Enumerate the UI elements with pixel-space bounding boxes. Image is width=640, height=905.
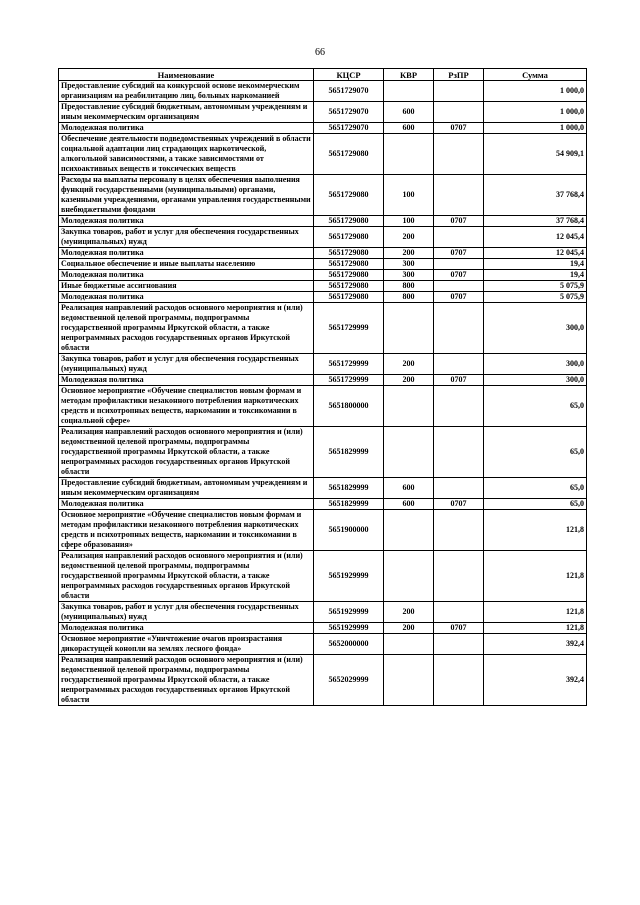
- row-rzpr: [434, 510, 484, 551]
- row-kvr: 800: [384, 292, 434, 303]
- row-rzpr: [434, 602, 484, 623]
- row-kcsr: 5651800000: [314, 386, 384, 427]
- row-name: Реализация направлений расходов основного мероприятия и (или) ведомственной целевой программы, подпрограммы государственной программы Иркутской области, а также непрограммных расходов государственных органов Иркутской области: [59, 551, 314, 602]
- table-row: [59, 510, 587, 551]
- row-kvr: [384, 427, 434, 478]
- table-row: [59, 354, 587, 375]
- row-rzpr: 0707: [434, 270, 484, 281]
- row-name: Молодежная политика: [59, 623, 314, 634]
- row-kvr: [384, 134, 434, 175]
- row-kcsr: 5651729999: [314, 303, 384, 354]
- row-sum: 300,0: [484, 303, 587, 354]
- row-rzpr: [434, 259, 484, 270]
- row-kcsr: 5651729080: [314, 281, 384, 292]
- row-kvr: 200: [384, 227, 434, 248]
- row-rzpr: [434, 227, 484, 248]
- row-kcsr: 5652029999: [314, 655, 384, 706]
- row-name: Молодежная политика: [59, 216, 314, 227]
- row-kvr: 600: [384, 499, 434, 510]
- table-row: [59, 303, 587, 354]
- row-kvr: [384, 510, 434, 551]
- row-kcsr: 5651729999: [314, 354, 384, 375]
- row-rzpr: [434, 551, 484, 602]
- header-kcsr: КЦСР: [314, 69, 384, 81]
- row-sum: 54 909,1: [484, 134, 587, 175]
- row-sum: 12 045,4: [484, 227, 587, 248]
- row-rzpr: [434, 478, 484, 499]
- row-sum: 19,4: [484, 259, 587, 270]
- row-kvr: 100: [384, 175, 434, 216]
- table-body: [59, 81, 587, 706]
- table-row: [59, 655, 587, 706]
- table-row: [59, 134, 587, 175]
- row-name: Предоставление субсидий бюджетным, автономным учреждениям и иным некоммерческим организациям: [59, 478, 314, 499]
- row-kcsr: 5651829999: [314, 478, 384, 499]
- row-rzpr: 0707: [434, 292, 484, 303]
- page-number: 66: [315, 47, 325, 58]
- row-name: Реализация направлений расходов основного мероприятия и (или) ведомственной целевой программы, подпрограммы государственной программы Иркутской области, а также непрограммных расходов государственных органов Иркутской области: [59, 655, 314, 706]
- row-name: Молодежная политика: [59, 499, 314, 510]
- row-sum: 121,8: [484, 551, 587, 602]
- table-row: [59, 386, 587, 427]
- row-rzpr: [434, 634, 484, 655]
- row-kvr: 200: [384, 623, 434, 634]
- row-rzpr: [434, 281, 484, 292]
- row-sum: 300,0: [484, 354, 587, 375]
- row-kcsr: 5651729080: [314, 292, 384, 303]
- row-rzpr: [434, 427, 484, 478]
- row-name: Закупка товаров, работ и услуг для обеспечения государственных (муниципальных) нужд: [59, 602, 314, 623]
- row-kcsr: 5651729070: [314, 81, 384, 102]
- row-kcsr: 5651729070: [314, 123, 384, 134]
- table-row: [59, 102, 587, 123]
- row-name: Социальное обеспечение и иные выплаты населению: [59, 259, 314, 270]
- table-row: [59, 375, 587, 386]
- row-kcsr: 5651729080: [314, 270, 384, 281]
- table-row: [59, 281, 587, 292]
- table-row: [59, 216, 587, 227]
- row-kcsr: 5651729080: [314, 248, 384, 259]
- table-row: [59, 123, 587, 134]
- row-name: Обеспечение деятельности подведомственных учреждений в области социальной адаптации лиц страдающих наркотической, алкогольной зависимостями, а также зависимостями от психоактивных веществ и токсических веществ: [59, 134, 314, 175]
- row-sum: 37 768,4: [484, 216, 587, 227]
- row-sum: 121,8: [484, 623, 587, 634]
- row-kcsr: 5652000000: [314, 634, 384, 655]
- row-kcsr: 5651829999: [314, 499, 384, 510]
- row-name: Расходы на выплаты персоналу в целях обеспечения выполнения функций государственными (муниципальными) органами, казенными учреждениями, органами управления государственными внебюджетными фондами: [59, 175, 314, 216]
- row-name: Предоставление субсидий на конкурсной основе некоммерческим организациям на реабилитацию лиц, больных наркоманией: [59, 81, 314, 102]
- row-rzpr: [434, 354, 484, 375]
- row-rzpr: 0707: [434, 123, 484, 134]
- header-name: Наименование: [59, 69, 314, 81]
- row-rzpr: 0707: [434, 499, 484, 510]
- row-kcsr: 5651729080: [314, 227, 384, 248]
- row-kcsr: 5651729999: [314, 375, 384, 386]
- row-name: Закупка товаров, работ и услуг для обеспечения государственных (муниципальных) нужд: [59, 227, 314, 248]
- row-sum: 5 075,9: [484, 281, 587, 292]
- table-row: [59, 602, 587, 623]
- row-kvr: [384, 386, 434, 427]
- row-rzpr: [434, 134, 484, 175]
- table-row: [59, 478, 587, 499]
- row-kcsr: 5651729080: [314, 259, 384, 270]
- row-kcsr: 5651729080: [314, 216, 384, 227]
- row-kvr: 200: [384, 354, 434, 375]
- row-name: Иные бюджетные ассигнования: [59, 281, 314, 292]
- table-row: [59, 499, 587, 510]
- row-kvr: 200: [384, 248, 434, 259]
- row-sum: 1 000,0: [484, 123, 587, 134]
- row-kvr: 800: [384, 281, 434, 292]
- row-sum: 12 045,4: [484, 248, 587, 259]
- row-kcsr: 5651729080: [314, 134, 384, 175]
- row-kvr: 600: [384, 478, 434, 499]
- row-sum: 65,0: [484, 478, 587, 499]
- row-name: Закупка товаров, работ и услуг для обеспечения государственных (муниципальных) нужд: [59, 354, 314, 375]
- row-kvr: [384, 303, 434, 354]
- row-name: Молодежная политика: [59, 375, 314, 386]
- table-row: [59, 427, 587, 478]
- row-name: Молодежная политика: [59, 270, 314, 281]
- row-name: Реализация направлений расходов основного мероприятия и (или) ведомственной целевой программы, подпрограммы государственной программы Иркутской области, а также непрограммных расходов государственных органов Иркутской области: [59, 427, 314, 478]
- row-kvr: [384, 634, 434, 655]
- table-row: [59, 175, 587, 216]
- table-row: [59, 259, 587, 270]
- row-kcsr: 5651900000: [314, 510, 384, 551]
- row-sum: 1 000,0: [484, 81, 587, 102]
- row-rzpr: 0707: [434, 216, 484, 227]
- row-rzpr: [434, 303, 484, 354]
- table-row: [59, 248, 587, 259]
- row-name: Предоставление субсидий бюджетным, автономным учреждениям и иным некоммерческим организациям: [59, 102, 314, 123]
- row-kvr: 100: [384, 216, 434, 227]
- row-sum: 19,4: [484, 270, 587, 281]
- row-rzpr: [434, 102, 484, 123]
- row-kvr: 200: [384, 602, 434, 623]
- row-name: Основное мероприятие «Обучение специалистов новым формам и методам профилактики незаконного потребления наркотических средств и психотропных веществ, наркомании и токсикомании в сфере образования»: [59, 510, 314, 551]
- row-rzpr: [434, 655, 484, 706]
- row-kcsr: 5651929999: [314, 623, 384, 634]
- row-kvr: 300: [384, 259, 434, 270]
- row-name: Молодежная политика: [59, 248, 314, 259]
- row-kvr: 300: [384, 270, 434, 281]
- table-row: [59, 81, 587, 102]
- row-name: Основное мероприятие «Уничтожение очагов произрастания дикорастущей конопли на землях лесного фонда»: [59, 634, 314, 655]
- header-sum: Сумма: [484, 69, 587, 81]
- budget-table: [58, 68, 587, 706]
- row-sum: 65,0: [484, 499, 587, 510]
- row-rzpr: [434, 81, 484, 102]
- row-kcsr: 5651729080: [314, 175, 384, 216]
- row-sum: 37 768,4: [484, 175, 587, 216]
- table-row: [59, 634, 587, 655]
- row-name: Молодежная политика: [59, 292, 314, 303]
- table-row: [59, 227, 587, 248]
- table-row: [59, 270, 587, 281]
- header-rzpr: РзПР: [434, 69, 484, 81]
- row-sum: 5 075,9: [484, 292, 587, 303]
- row-sum: 121,8: [484, 510, 587, 551]
- row-rzpr: [434, 175, 484, 216]
- table-row: [59, 623, 587, 634]
- row-kcsr: 5651929999: [314, 602, 384, 623]
- row-kcsr: 5651829999: [314, 427, 384, 478]
- row-kvr: 600: [384, 123, 434, 134]
- header-kvr: КВР: [384, 69, 434, 81]
- row-name: Реализация направлений расходов основного мероприятия и (или) ведомственной целевой программы, подпрограммы государственной программы Иркутской области, а также непрограммных расходов государственных органов Иркутской области: [59, 303, 314, 354]
- row-sum: 65,0: [484, 427, 587, 478]
- row-rzpr: [434, 386, 484, 427]
- row-kvr: 200: [384, 375, 434, 386]
- table-row: [59, 551, 587, 602]
- row-name: Основное мероприятие «Обучение специалистов новым формам и методам профилактики незаконного потребления наркотических средств и психотропных веществ, наркомании и токсикомании в социальной сфере»: [59, 386, 314, 427]
- row-sum: 392,4: [484, 634, 587, 655]
- row-kcsr: 5651729070: [314, 102, 384, 123]
- row-kcsr: 5651929999: [314, 551, 384, 602]
- row-kvr: [384, 81, 434, 102]
- row-sum: 300,0: [484, 375, 587, 386]
- table-row: [59, 292, 587, 303]
- row-kvr: [384, 551, 434, 602]
- row-kvr: [384, 655, 434, 706]
- table-header-row: [59, 69, 587, 81]
- row-kvr: 600: [384, 102, 434, 123]
- row-sum: 65,0: [484, 386, 587, 427]
- row-sum: 392,4: [484, 655, 587, 706]
- row-rzpr: 0707: [434, 623, 484, 634]
- row-sum: 121,8: [484, 602, 587, 623]
- row-rzpr: 0707: [434, 375, 484, 386]
- row-sum: 1 000,0: [484, 102, 587, 123]
- row-name: Молодежная политика: [59, 123, 314, 134]
- row-rzpr: 0707: [434, 248, 484, 259]
